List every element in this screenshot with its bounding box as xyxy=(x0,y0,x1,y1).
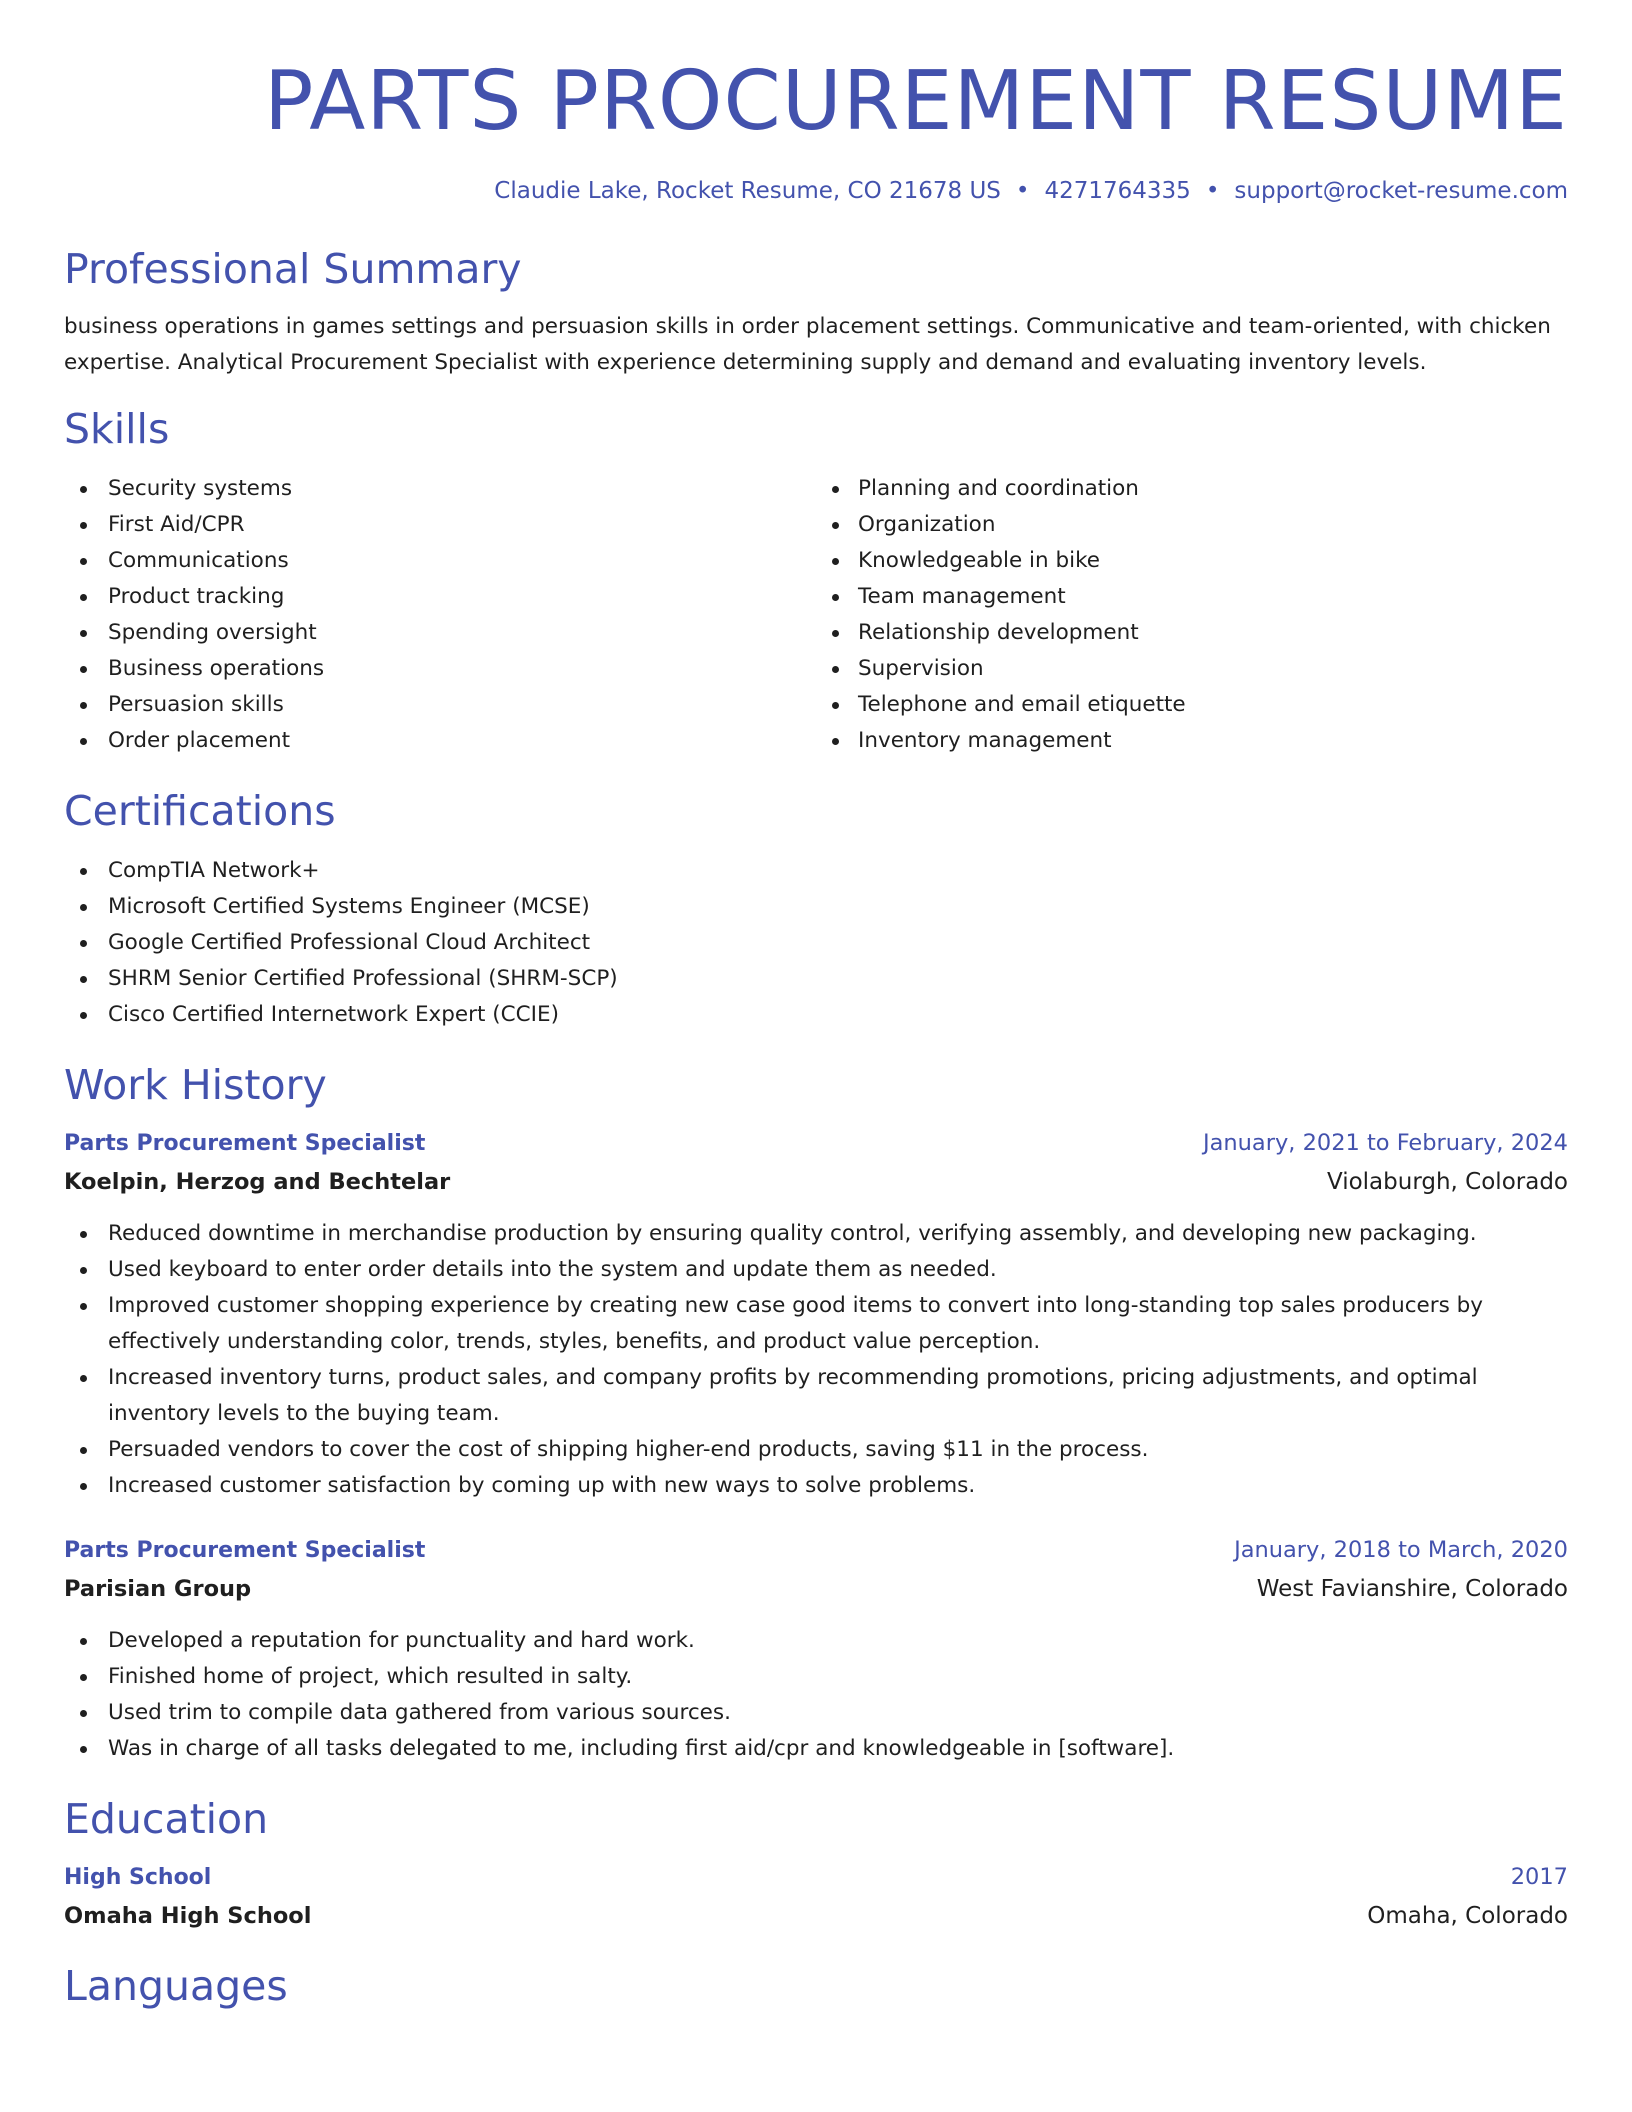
resume-title: PARTS PROCUREMENT RESUME xyxy=(263,54,1568,149)
skill-item: Inventory management xyxy=(816,723,1568,759)
contact-separator: • xyxy=(1015,178,1030,204)
skill-item: Product tracking xyxy=(64,579,816,615)
skill-item: Relationship development xyxy=(816,615,1568,651)
education-location: Omaha, Colorado xyxy=(1367,1903,1568,1929)
skills-column-left xyxy=(64,471,816,759)
summary-text: business operations in games settings and persuasion skills in order placement settings. Communicative and team-oriented, with chicken expertise. Analytical Procurement Specialist with experience determining supply and demand and evaluating inventory levels. xyxy=(64,314,1551,375)
job-bullet: Reduced downtime in merchandise production by ensuring quality control, verifying assembly, and developing new packaging. xyxy=(64,1216,1568,1252)
certification-item: Cisco Certified Internetwork Expert (CCIE) xyxy=(64,997,1568,1033)
skill-item: Persuasion skills xyxy=(64,687,816,723)
certification-item: CompTIA Network+ xyxy=(64,853,1568,889)
job-title: Parts Procurement Specialist xyxy=(64,1538,426,1563)
job-company: Parisian Group xyxy=(64,1576,252,1602)
job-bullet: Increased inventory turns, product sales, and company profits by recommending promotions, pricing adjustments, and optimal inventory levels to the buying team. xyxy=(64,1360,1568,1432)
skills-list-right xyxy=(816,471,1568,759)
skill-item: Business operations xyxy=(64,651,816,687)
certification-item: Microsoft Certified Systems Engineer (MCSE) xyxy=(64,889,1568,925)
job-bullet: Increased customer satisfaction by coming up with new ways to solve problems. xyxy=(64,1468,1568,1504)
job-bullet: Used keyboard to enter order details into the system and update them as needed. xyxy=(64,1252,1568,1288)
job-bullet: Was in charge of all tasks delegated to me, including first aid/cpr and knowledgeable in [software]. xyxy=(64,1731,1568,1767)
skills-heading: Skills xyxy=(64,405,170,453)
job-dates: January, 2021 to February, 2024 xyxy=(1202,1130,1568,1156)
skills-list-left xyxy=(64,471,816,759)
summary-heading: Professional Summary xyxy=(64,245,522,293)
education-year: 2017 xyxy=(1510,1864,1568,1890)
job-subheader xyxy=(64,1164,1568,1200)
education-subheader xyxy=(64,1898,1568,1934)
job-location: Violaburgh, Colorado xyxy=(1326,1169,1568,1195)
skill-item: Knowledgeable in bike xyxy=(816,543,1568,579)
job-entry xyxy=(64,1532,1568,1767)
skill-item: Telephone and email etiquette xyxy=(816,687,1568,723)
job-bullet: Finished home of project, which resulted in salty. xyxy=(64,1659,1568,1695)
work-history-heading: Work History xyxy=(64,1061,327,1109)
certification-item: SHRM Senior Certified Professional (SHRM-SCP) xyxy=(64,961,1568,997)
job-header xyxy=(64,1125,1568,1162)
education-header xyxy=(64,1859,1568,1896)
job-bullet: Improved customer shopping experience by creating new case good items to convert into long-standing top sales producers by effectively understanding color, trends, styles, benefits, and product value perception. xyxy=(64,1288,1568,1360)
contact-email[interactable]: support@rocket-resume.com xyxy=(1234,178,1568,204)
education-degree: High School xyxy=(64,1865,212,1890)
skill-item: Planning and coordination xyxy=(816,471,1568,507)
skill-item: Spending oversight xyxy=(64,615,816,651)
skill-item: Team management xyxy=(816,579,1568,615)
skill-item: Security systems xyxy=(64,471,816,507)
certifications-heading: Certifications xyxy=(64,787,336,835)
contact-line xyxy=(64,176,1568,206)
skill-item: Order placement xyxy=(64,723,816,759)
education-school: Omaha High School xyxy=(64,1903,312,1929)
job-bullets xyxy=(64,1623,1568,1767)
languages-heading: Languages xyxy=(64,1962,288,2010)
job-bullets xyxy=(64,1216,1568,1504)
certifications-list xyxy=(64,853,1568,1033)
skill-item: Communications xyxy=(64,543,816,579)
skills-grid xyxy=(64,471,1568,759)
job-bullet: Persuaded vendors to cover the cost of shipping higher-end products, saving $11 in the process. xyxy=(64,1432,1568,1468)
job-bullet: Used trim to compile data gathered from various sources. xyxy=(64,1695,1568,1731)
contact-separator: • xyxy=(1205,178,1220,204)
contact-address: Claudie Lake, Rocket Resume, CO 21678 US xyxy=(494,178,1001,204)
certification-item: Google Certified Professional Cloud Architect xyxy=(64,925,1568,961)
job-company: Koelpin, Herzog and Bechtelar xyxy=(64,1169,451,1195)
job-bullet: Developed a reputation for punctuality and hard work. xyxy=(64,1623,1568,1659)
education-heading: Education xyxy=(64,1795,269,1843)
job-subheader xyxy=(64,1571,1568,1607)
job-header xyxy=(64,1532,1568,1569)
job-title: Parts Procurement Specialist xyxy=(64,1131,426,1156)
education-entry xyxy=(64,1859,1568,1934)
job-dates: January, 2018 to March, 2020 xyxy=(1234,1537,1568,1563)
job-entry xyxy=(64,1125,1568,1504)
skill-item: First Aid/CPR xyxy=(64,507,816,543)
job-location: West Favianshire, Colorado xyxy=(1256,1576,1568,1602)
skill-item: Organization xyxy=(816,507,1568,543)
contact-phone: 4271764335 xyxy=(1044,178,1191,204)
skill-item: Supervision xyxy=(816,651,1568,687)
skills-column-right xyxy=(816,471,1568,759)
